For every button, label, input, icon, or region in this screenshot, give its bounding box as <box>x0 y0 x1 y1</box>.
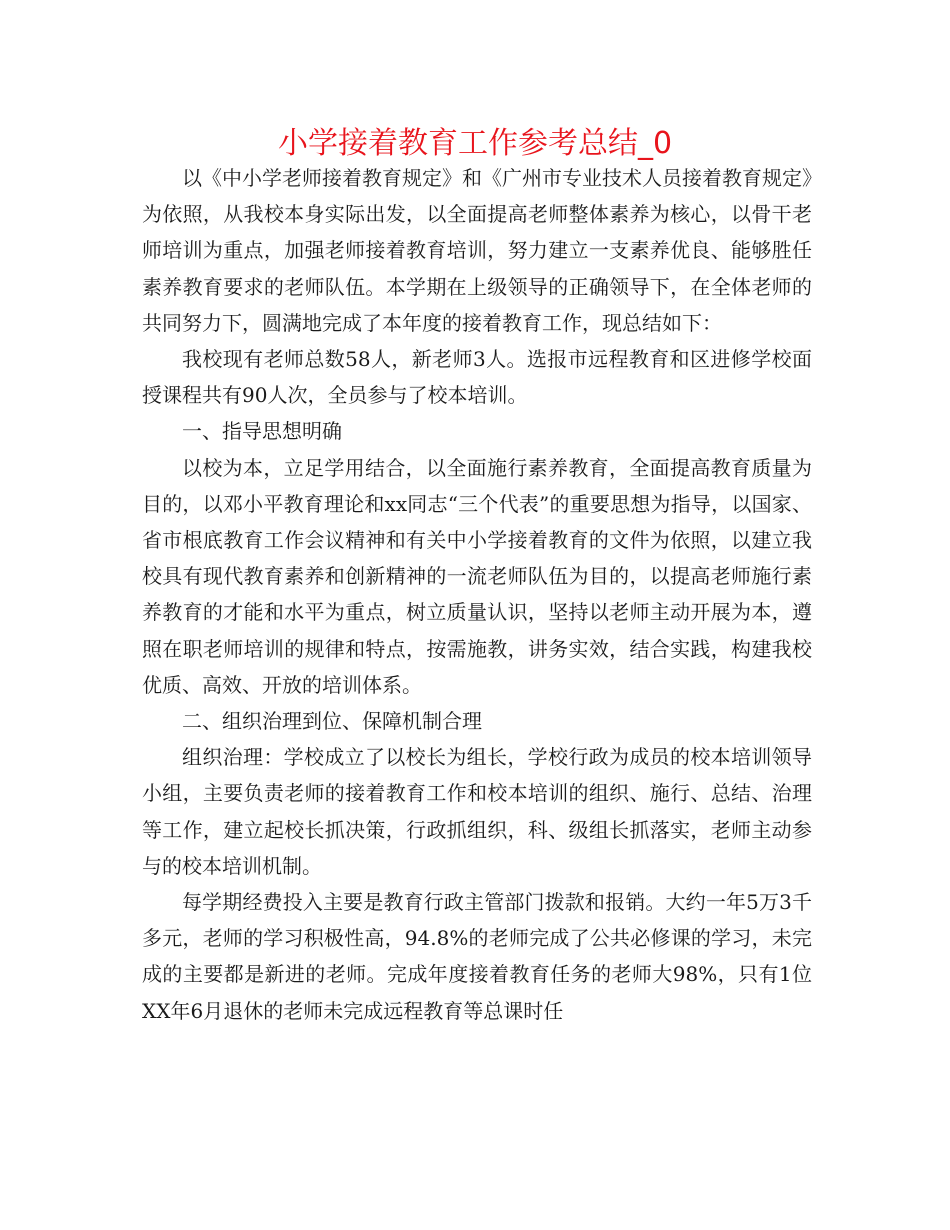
paragraph-funding: 每学期经费投入主要是教育行政主管部门拨款和报销。大约一年5万3千多元，老师的学习积极性高，94.8%的老师完成了公共必修课的学习，未完成的主要都是新进的老师。完成年度接着教育任务的老师大98%，只有1位XX年6月退休的老师未完成远程教育等总课时任 <box>142 890 812 1023</box>
section-heading-guiding-ideology: 一、指导思想明确 <box>182 419 342 444</box>
paragraph-teacher-count: 我校现有老师总数58人，新老师3人。选报市远程教育和区进修学校面授课程共有90人次，全员参与了校本培训。 <box>142 347 812 408</box>
section-heading-organization: 二、组织治理到位、保障机制合理 <box>182 709 482 734</box>
document-title: 小学接着教育工作参考总结_0 <box>277 126 673 161</box>
document-body <box>142 160 812 1029</box>
paragraph-intro: 以《中小学老师接着教育规定》和《广州市专业技术人员接着教育规定》为依照，从我校本身实际出发，以全面提高老师整体素养为核心，以骨干老师培训为重点，加强老师接着教育培训，努力建立一支素养优良、能够胜任素养教育要求的老师队伍。本学期在上级领导的正确领导下，在全体老师的共同努力下，圆满地完成了本年度的接着教育工作，现总结如下： <box>142 166 812 335</box>
paragraph-guiding-ideology: 以校为本，立足学用结合，以全面施行素养教育，全面提高教育质量为目的，以邓小平教育理论和xx同志“三个代表”的重要思想为指导，以国家、省市根底教育工作会议精神和有关中小学接着教育的文件为依照，以建立我校具有现代教育素养和创新精神的一流老师队伍为目的，以提高老师施行素养教育的才能和水平为重点，树立质量认识，坚持以老师主动开展为本，遵照在职老师培训的规律和特点，按需施教，讲务实效，结合实践，构建我校优质、高效、开放的培训体系。 <box>142 455 812 697</box>
paragraph-organization: 组织治理：学校成立了以校长为组长，学校行政为成员的校本培训领导小组，主要负责老师的接着教育工作和校本培训的组织、施行、总结、治理等工作，建立起校长抓决策，行政抓组织，科、级组长抓落实，老师主动参与的校本培训机制。 <box>142 745 812 878</box>
